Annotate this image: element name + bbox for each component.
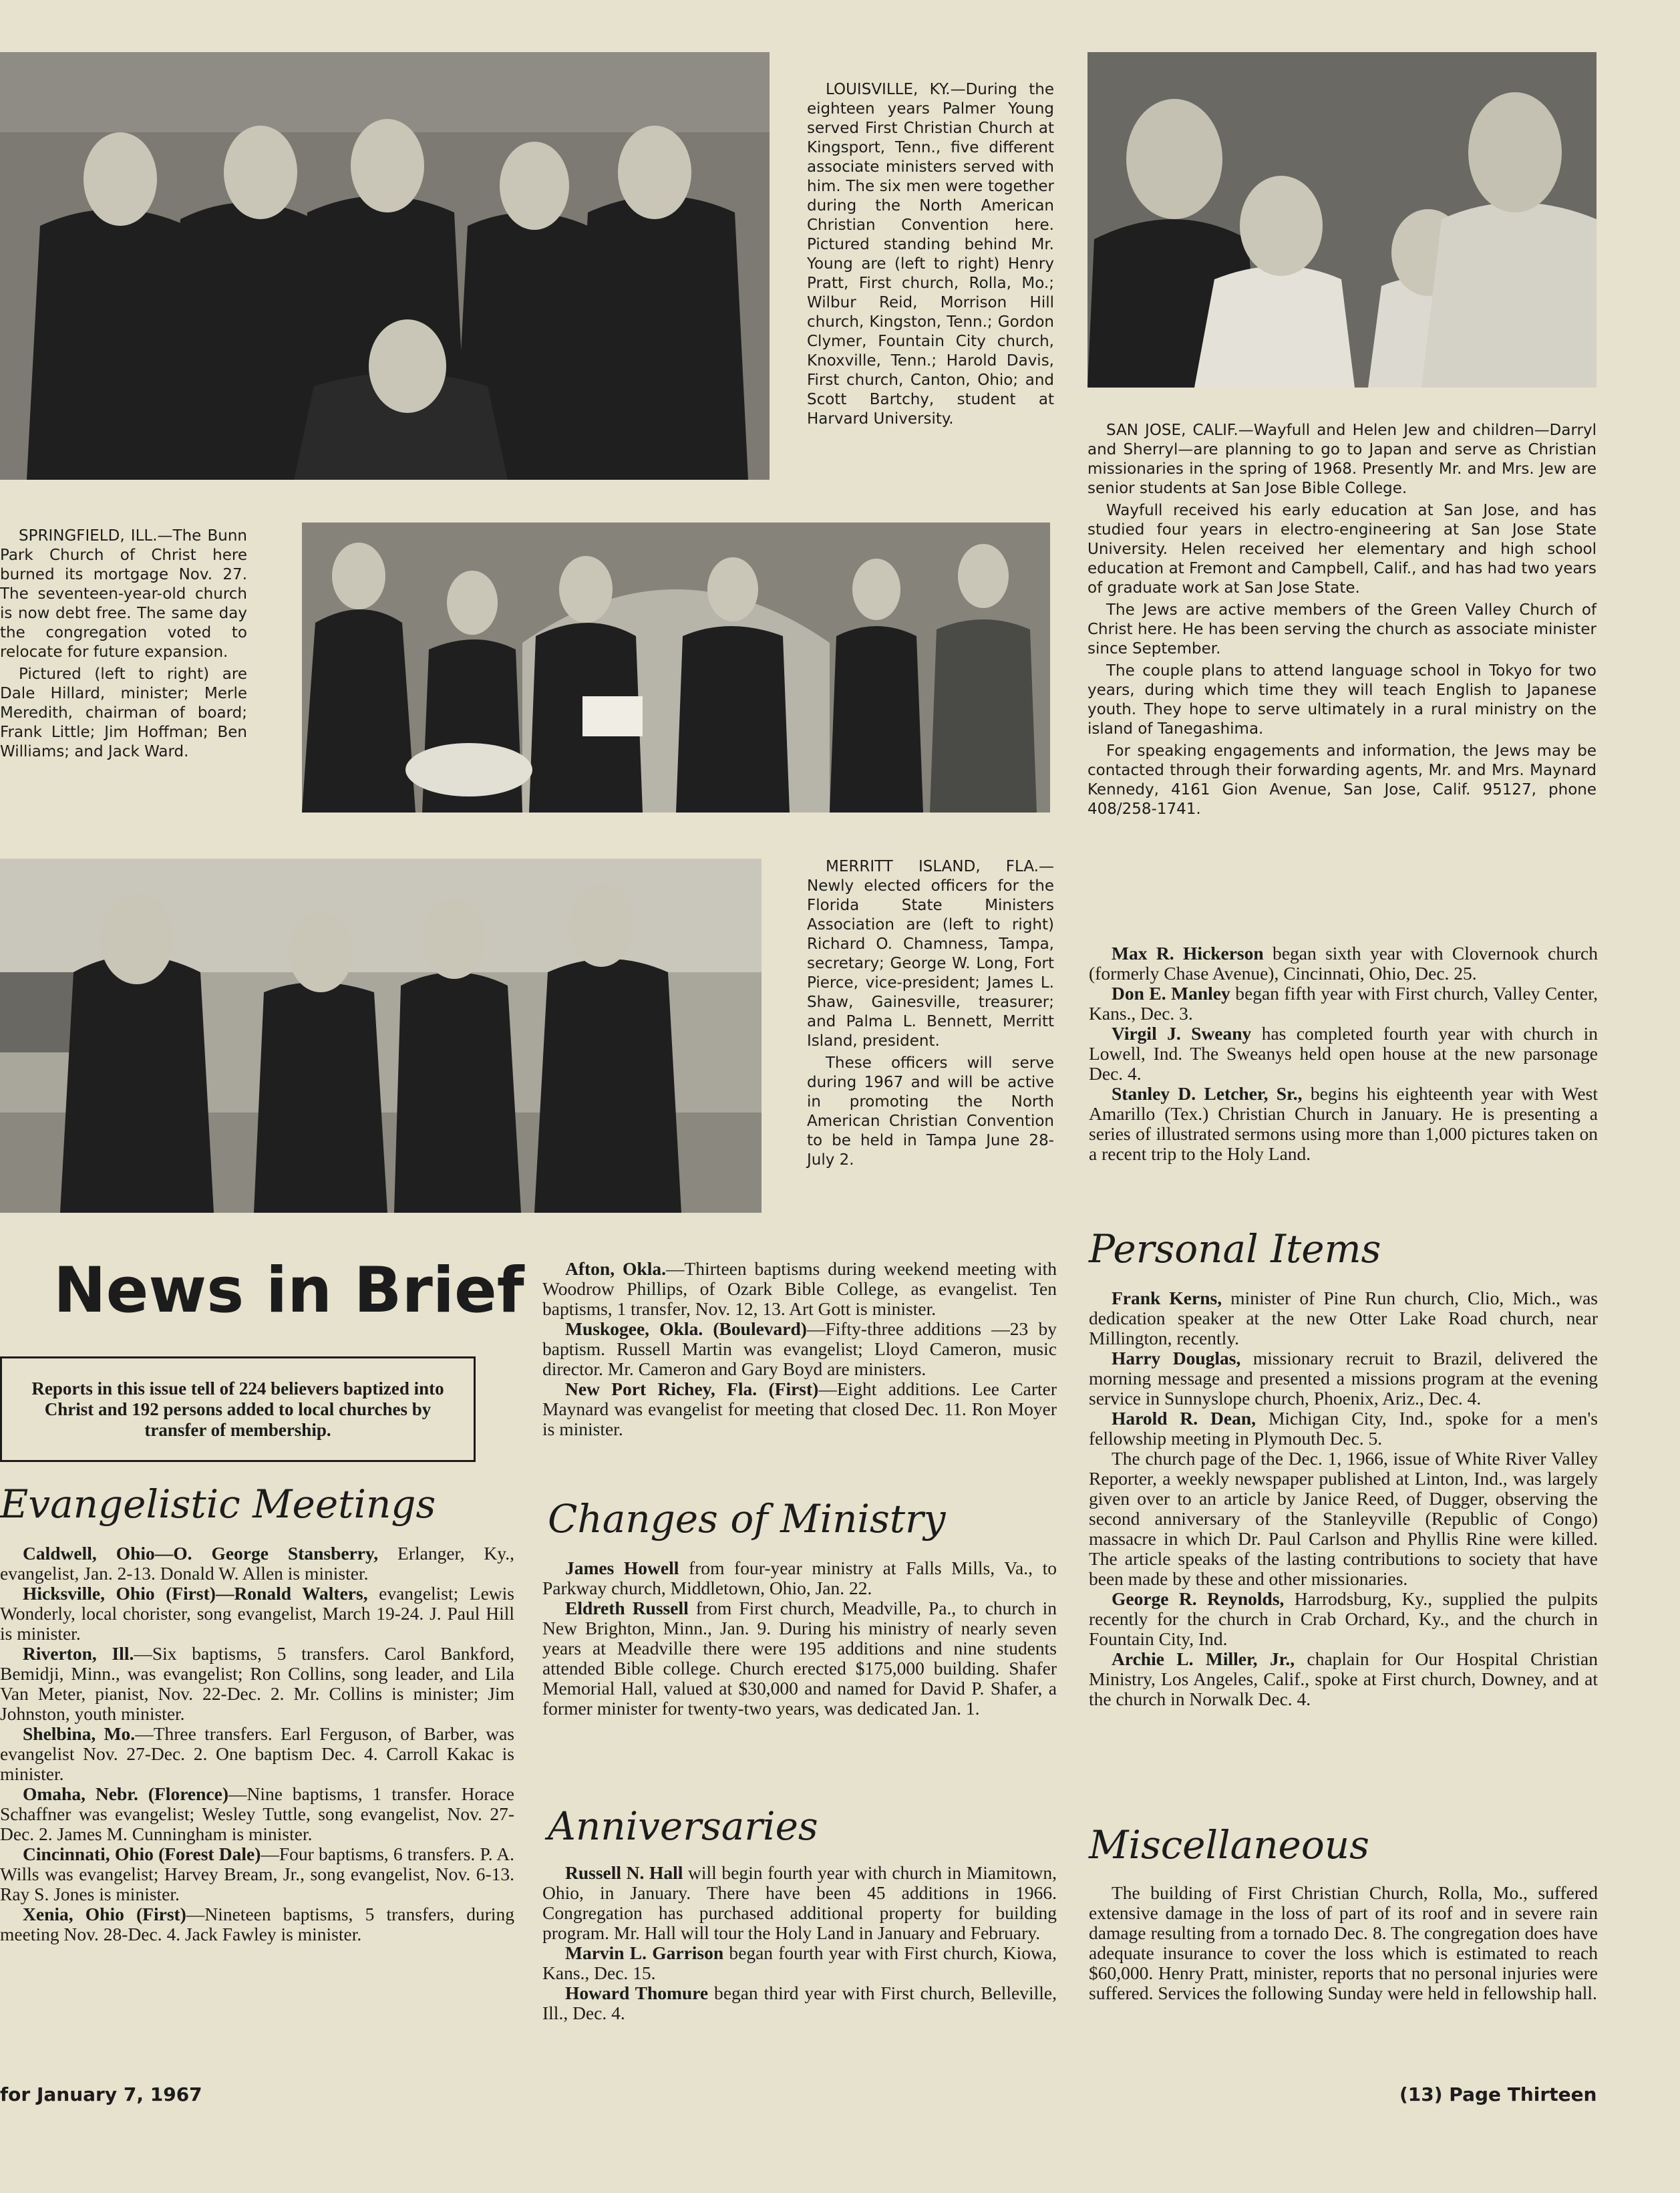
footer-page-number: (13) Page Thirteen (1399, 2083, 1597, 2105)
news-item-lead: Cincinnati, Ohio (Forest Dale) (23, 1844, 261, 1864)
news-item-lead: Howard Thomure (565, 1983, 709, 2003)
news-item-lead: Marvin L. Garrison (565, 1942, 724, 1963)
news-item-text: chaplain for Our Hospital Christian Ministry, Los Angeles, Calif., spoke at First church, Downey, and at the church in Norwalk Dec. 4. (1089, 1648, 1599, 1709)
news-item (1089, 1409, 1598, 1449)
personal-heading: Personal Items (1089, 1226, 1381, 1272)
news-item-lead: Eldreth Russell (565, 1598, 689, 1618)
news-item-text: from four-year ministry at Falls Mills, Va., to Parkway church, Middletown, Ohio, Jan. 22. (542, 1558, 1057, 1598)
news-item-lead: Stanley D. Letcher, Sr., (1112, 1083, 1303, 1104)
news-item (0, 1644, 514, 1724)
news-item-text: —Eight additions. Lee Carter Maynard was evangelist for meeting that closed Dec. 11. Ron Moyer is minister. (542, 1378, 1057, 1439)
news-item-lead: Harold R. Dean, (1112, 1408, 1256, 1429)
news-item-text: began fourth year with First church, Kiowa, Kans., Dec. 15. (542, 1942, 1057, 1983)
news-item (542, 1598, 1057, 1719)
news-item-text: —Nineteen baptisms, 5 transfers, during meeting Nov. 28-Dec. 4. Jack Fawley is minister. (0, 1904, 514, 1944)
news-item-text: —Nine baptisms, 1 transfer. Horace Schaffner was evangelist; Wesley Tuttle, song evangelist, Nov. 27-Dec. 2. James M. Cunningham is minister. (0, 1783, 514, 1844)
evangelistic-list (0, 1544, 514, 1944)
news-item-text: began fifth year with First church, Valley Center, Kans., Dec. 3. (1089, 983, 1599, 1024)
news-item-text: evangelist; Lewis Wonderly, local chorister, song evangelist, March 19-24. J. Paul Hill is minister. (0, 1583, 514, 1644)
news-item-lead: Xenia, Ohio (First) (23, 1904, 186, 1924)
anniversaries-heading: Anniversaries (548, 1803, 818, 1849)
news-item-text: The building of First Christian Church, Rolla, Mo., suffered extensive damage in the loss of part of its roof and in severe rain damage resulting from a tornado Dec. 8. The congregation does have adequate insurance to cover the loss which is estimated to reach $60,000. Henry Pratt, minister, reports that no personal injuries were suffered. Services the following Sunday were held in fellowship hall. (1089, 1882, 1598, 2003)
middle-top-list (542, 1259, 1057, 1439)
news-item-text: began sixth year with Clovernook church (formerly Chase Avenue), Cincinnati, Ohio, Dec. 25. (1089, 943, 1598, 984)
news-item-lead: Omaha, Nebr. (Florence) (23, 1783, 228, 1804)
news-item (542, 1259, 1057, 1319)
personal-list (1089, 1288, 1598, 1709)
evangelistic-heading: Evangelistic Meetings (0, 1481, 436, 1527)
news-item (0, 1784, 514, 1844)
news-item (1089, 1348, 1598, 1409)
news-item-lead: James Howell (565, 1558, 679, 1578)
news-item-lead: Harry Douglas, (1112, 1348, 1241, 1368)
springfield-caption: SPRINGFIELD, ILL.—The Bunn Park Church of Christ here burned its mortgage Nov. 27. The seventeen-year-old church is now debt free. The same day the congregation voted to relocate for future expansion. Pictured (left to right) are Dale Hillard, minister; Merle Meredith, chairman of board; Frank Little; Jim Hoffman; Ben Williams; and Jack Ward. (0, 527, 247, 760)
news-item-lead: Virgil J. Sweany (1112, 1023, 1252, 1044)
news-item (0, 1724, 514, 1784)
footer-date: for January 7, 1967 (0, 2083, 202, 2105)
news-item-lead: Muskogee, Okla. (Boulevard) (565, 1318, 807, 1339)
news-item (1089, 984, 1598, 1024)
news-item-text: —Six baptisms, 5 transfers. Carol Bankford, Bemidji, Minn., was evangelist; Ron Collins, song leader, and Lila Van Meter, pianist, Nov. 22-Dec. 2. Mr. Collins is minister; Jim Johnston, youth minister. (0, 1643, 514, 1724)
news-title: News in Brief (53, 1254, 524, 1327)
news-item (1089, 1288, 1598, 1348)
news-item-text: from First church, Meadville, Pa., to church in New Brighton, Minn., Jan. 9. During his ministry of nearly seven years at Meadville there were 195 additions and nine students attended Bible college. Church erected $175,000 building. Shafer Memorial Hall, valued at $30,000 and named for David P. Shafer, a former minister for twenty-two years, was dedicated Jan. 1. (542, 1598, 1057, 1719)
news-item-lead: Max R. Hickerson (1112, 943, 1264, 964)
news-item-text: missionary recruit to Brazil, delivered the morning message and presented a missions program at the evening service in Sunnyslope church, Phoenix, Ariz., Dec. 4. (1089, 1348, 1598, 1409)
news-item (0, 1544, 514, 1584)
san-jose-caption: SAN JOSE, CALIF.—Wayfull and Helen Jew and children—Darryl and Sherryl—are planning to go to Japan and serve as Christian missionaries in the spring of 1968. Presently Mr. and Mrs. Jew are senior students at San Jose Bible College. Wayfull received his early education at San Jose, and has studied four years in electro-engineering at San Jose State University. Helen received her elementary and high school education at Fremont and Campbell, Calif., and has had two years of graduate work at San Jose State. The Jews are active members of the Green Valley Church of Christ here. He has been serving the church as associate minister since September. The couple plans to attend language school in Tokyo for two years, during which time they will teach English to Japanese youth. They hope to serve ultimately in a rural ministry on the island of Tanegashima. For speaking engagements and information, the Jews may be contacted through their forwarding agents, Mr. and Mrs. Maynard Kennedy, 4161 Gion Avenue, San Jose, Calif. 95127, phone 408/258-1741. (1087, 422, 1597, 818)
news-item (0, 1904, 514, 1944)
right-top-list (1089, 943, 1598, 1164)
news-summary (0, 1356, 476, 1462)
news-item (1089, 1084, 1598, 1164)
news-item-text: The church page of the Dec. 1, 1966, issue of White River Valley Reporter, a weekly newspaper published at Linton, Ind., was largely given over to an article by Janice Reed, of Dugger, observing the second anniversary of the Stanleyville (Republic of Congo) massacre in which Dr. Paul Carlson and Phyllis Rine were killed. The article speaks of the lasting contributions to society that have been made by these and other missionaries. (1089, 1448, 1598, 1589)
news-item-text: —Four baptisms, 6 transfers. P. A. Wills was evangelist; Harvey Bream, Jr., song evangelist, Nov. 6-13. Ray S. Jones is minister. (0, 1844, 514, 1904)
news-item (1089, 1449, 1598, 1589)
news-item (1089, 943, 1598, 984)
misc-heading: Miscellaneous (1089, 1822, 1369, 1868)
news-item (0, 1584, 514, 1644)
news-item (542, 1943, 1057, 1983)
news-item-text: Michigan City, Ind., spoke for a men's fellowship meeting in Plymouth Dec. 5. (1089, 1408, 1598, 1449)
news-item (0, 1844, 514, 1904)
merritt-island-photo (0, 859, 762, 1213)
anniversaries-list (542, 1863, 1057, 2023)
news-summary-text: Reports in this issue tell of 224 believers baptized into Christ and 192 persons added to local churches by transfer of membership. (31, 1378, 444, 1440)
news-item-lead: Archie L. Miller, Jr., (1112, 1648, 1295, 1669)
news-item-lead: Afton, Okla. (565, 1258, 666, 1279)
news-item-text: begins his eighteenth year with West Amarillo (Tex.) Christian Church in January. He is presenting a series of illustrated sermons using more than 1,000 pictures taken on a recent trip to the Holy Land. (1089, 1083, 1598, 1164)
san-jose-photo (1087, 52, 1597, 388)
news-item-lead: Caldwell, Ohio—O. George Stansberry, (23, 1543, 379, 1564)
changes-list (542, 1558, 1057, 1719)
news-item-lead: Russell N. Hall (565, 1862, 683, 1883)
news-item-text: —Thirteen baptisms during weekend meeting with Woodrow Phillips, of Ozark Bible College, as evangelist. Ten baptisms, 1 transfer, Nov. 12, 13. Art Gott is minister. (542, 1258, 1057, 1319)
news-item (542, 1558, 1057, 1598)
news-item (1089, 1589, 1598, 1649)
news-item (1089, 1883, 1598, 2003)
louisville-photo (0, 52, 770, 480)
news-item-lead: Riverton, Ill. (23, 1643, 134, 1664)
news-item-lead: Frank Kerns, (1112, 1288, 1222, 1308)
news-item-text: has completed fourth year with church in Lowell, Ind. The Sweanys held open house at the new parsonage Dec. 4. (1089, 1023, 1598, 1084)
news-item (542, 1379, 1057, 1439)
springfield-photo (302, 523, 1050, 813)
news-item-text: will begin fourth year with church in Miamitown, Ohio, in January. There have been 45 additions in 1966. Congregation has purchased additional property for building program. Mr. Hall will tour the Holy Land in January and February. (542, 1862, 1057, 1943)
news-item (542, 1863, 1057, 1943)
news-item-text: began third year with First church, Belleville, Ill., Dec. 4. (542, 1983, 1057, 2023)
news-item (1089, 1649, 1598, 1709)
news-item-text: Harrodsburg, Ky., supplied the pulpits recently for the church in Crab Orchard, Ky., and the church in Fountain City, Ind. (1089, 1588, 1598, 1649)
changes-heading: Changes of Ministry (548, 1496, 946, 1542)
news-item-text: Erlanger, Ky., evangelist, Jan. 2-13. Donald W. Allen is minister. (0, 1543, 514, 1584)
merritt-island-caption: MERRITT ISLAND, FLA.—Newly elected officers for the Florida State Ministers Association are (left to right) Richard O. Chamness, Tampa, secretary; George W. Long, Fort Pierce, vice-president; James L. Shaw, Gainesville, treasurer; and Palma L. Bennett, Merritt Island, president. These officers will serve during 1967 and will be active in promoting the North American Christian Convention to be held in Tampa June 28-July 2. (807, 858, 1054, 1169)
news-item-lead: Don E. Manley (1112, 983, 1230, 1004)
news-item (542, 1319, 1057, 1379)
news-item (542, 1983, 1057, 2023)
news-item-text: —Three transfers. Earl Ferguson, of Barber, was evangelist Nov. 27-Dec. 2. One baptism Dec. 4. Carroll Kakac is minister. (0, 1723, 515, 1784)
louisville-caption: LOUISVILLE, KY.—During the eighteen years Palmer Young served First Christian Church at Kingsport, Tenn., five different associate ministers served with him. The six men were together during the North American Christian Convention here. Pictured standing behind Mr. Young are (left to right) Henry Pratt, First church, Rolla, Mo.; Wilbur Reid, Morrison Hill church, Kingston, Tenn.; Gordon Clymer, Fountain City church, Knoxville, Tenn.; Harold Davis, First church, Canton, Ohio; and Scott Bartchy, student at Harvard University. (807, 81, 1054, 428)
news-item-text: minister of Pine Run church, Clio, Mich., was dedication speaker at the new Otter Lake Road church, near Millington, recently. (1089, 1288, 1598, 1348)
news-item-text: —Fifty-three additions —23 by baptism. Russell Martin was evangelist; Lloyd Cameron, music director. Mr. Cameron and Gary Boyd are ministers. (542, 1318, 1057, 1379)
news-item-lead: Hicksville, Ohio (First)—Ronald Walters, (23, 1583, 368, 1604)
news-item-lead: New Port Richey, Fla. (First) (565, 1378, 819, 1399)
news-item-lead: George R. Reynolds, (1112, 1588, 1285, 1609)
misc-list (1089, 1883, 1598, 2003)
news-item (1089, 1024, 1598, 1084)
news-item-lead: Shelbina, Mo. (23, 1723, 136, 1744)
